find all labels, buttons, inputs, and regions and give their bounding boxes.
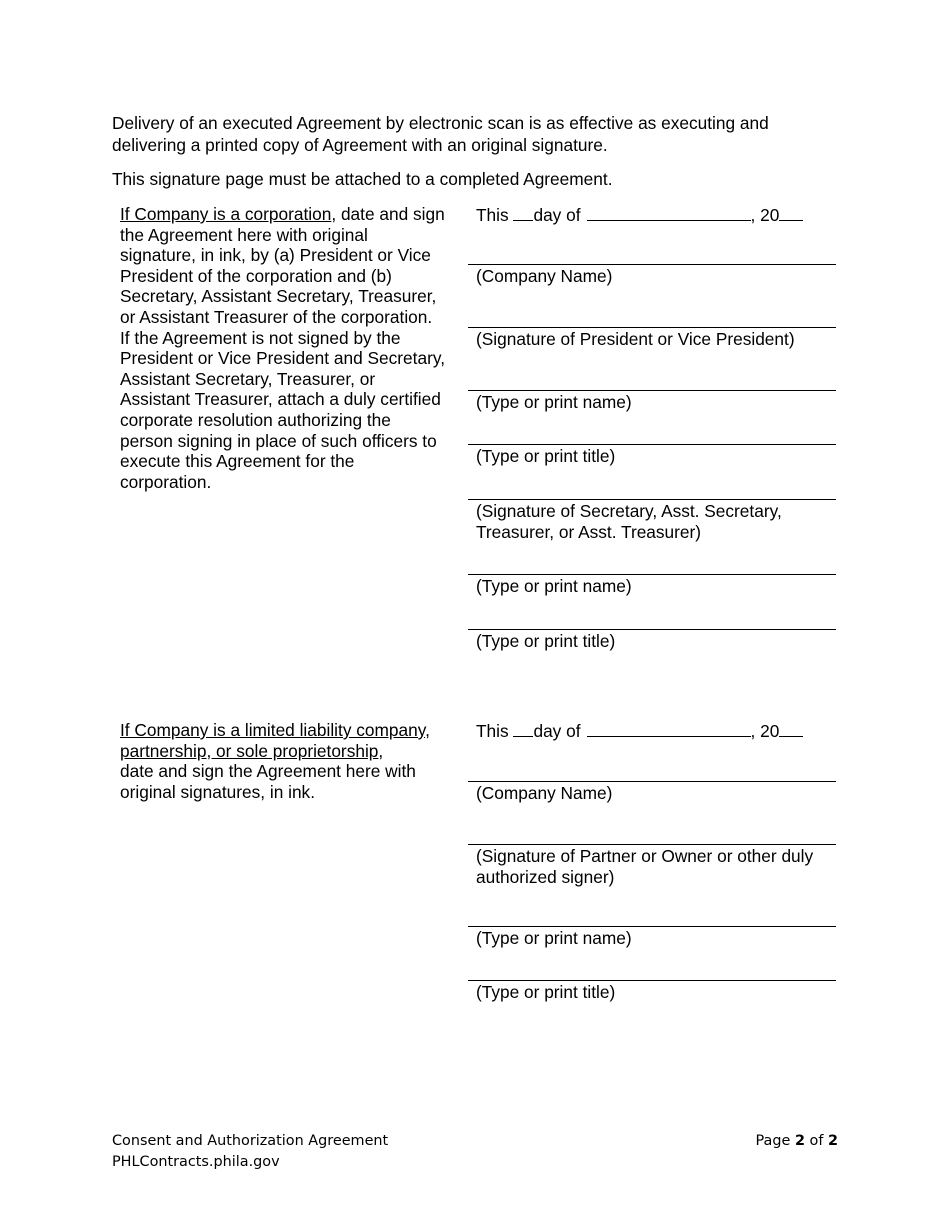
llc-instructions bbox=[120, 720, 445, 802]
signature-line[interactable] bbox=[468, 926, 836, 927]
signature-line[interactable] bbox=[468, 264, 836, 265]
print-name-label: (Type or print name) bbox=[476, 576, 632, 596]
date-year-prefix: , 20 bbox=[750, 205, 780, 225]
year-blank[interactable] bbox=[779, 719, 803, 737]
year-blank[interactable] bbox=[779, 203, 803, 221]
attach-paragraph: This signature page must be attached to a completed Agreement. bbox=[112, 169, 613, 189]
signature-line[interactable] bbox=[468, 327, 836, 328]
partner-signature-label: (Signature of Partner or Owner or other duly authorized signer) bbox=[476, 846, 814, 887]
day-blank[interactable] bbox=[513, 203, 533, 221]
date-year-prefix: , 20 bbox=[750, 721, 780, 741]
signature-line[interactable] bbox=[468, 390, 836, 391]
month-blank[interactable] bbox=[587, 719, 751, 737]
print-name-label: (Type or print name) bbox=[476, 392, 632, 412]
signature-line[interactable] bbox=[468, 629, 836, 630]
month-blank[interactable] bbox=[587, 203, 751, 221]
footer-left bbox=[112, 1131, 388, 1173]
date-day-of-label: day of bbox=[533, 205, 581, 225]
corporation-heading: If Company is a corporation bbox=[120, 204, 332, 224]
signature-line[interactable] bbox=[468, 980, 836, 981]
date-this-label: This bbox=[476, 205, 514, 225]
footer-doc-title: Consent and Authorization Agreement bbox=[112, 1133, 389, 1149]
print-title-label: (Type or print title) bbox=[476, 982, 616, 1002]
page-current: 2 bbox=[794, 1133, 805, 1149]
llc-date-line bbox=[476, 719, 803, 742]
signature-line[interactable] bbox=[468, 781, 836, 782]
footer-website: PHLContracts.phila.gov bbox=[112, 1154, 280, 1170]
page-of: of bbox=[804, 1133, 828, 1149]
page-total: 2 bbox=[827, 1133, 838, 1149]
signature-line[interactable] bbox=[468, 844, 836, 845]
president-signature-label: (Signature of President or Vice President) bbox=[476, 329, 795, 349]
signature-line[interactable] bbox=[468, 444, 836, 445]
date-day-of-label: day of bbox=[533, 721, 581, 741]
delivery-paragraph: Delivery of an executed Agreement by electronic scan is as effective as executing and delivering a printed copy of Agreement with an original signature. bbox=[112, 113, 769, 155]
print-title-label: (Type or print title) bbox=[476, 631, 616, 651]
corporation-instructions bbox=[120, 204, 445, 492]
llc-heading: If Company is a limited liability company, partnership, or sole proprietorship bbox=[120, 720, 430, 761]
day-blank[interactable] bbox=[513, 719, 533, 737]
secretary-signature-label: (Signature of Secretary, Asst. Secretary, Treasurer, or Asst. Treasurer) bbox=[476, 501, 782, 542]
print-title-label: (Type or print title) bbox=[476, 446, 616, 466]
company-name-label: (Company Name) bbox=[476, 266, 613, 286]
corporation-instructions-text: date and sign the Agreement here with original signature, in ink, by (a) President or Vice President of the corporation and (b) Secretary, Assistant Secretary, Treasurer, or Assistant Treasurer of the corporation. If the Agreement is not signed by the President or Vice President and Secretary, Assistant Secretary, Treasurer, or Assistant Treasurer, attach a duly certified corporate resolution authorizing the person signing in place of such officers to execute this Agreement for the corporation. bbox=[120, 204, 445, 492]
corporation-date-line bbox=[476, 203, 803, 226]
llc-heading-comma: , bbox=[378, 740, 384, 761]
llc-instructions-text: date and sign the Agreement here with original signatures, in ink. bbox=[120, 761, 416, 802]
date-this-label: This bbox=[476, 721, 514, 741]
signature-line[interactable] bbox=[468, 499, 836, 500]
corporation-heading-comma: , bbox=[331, 204, 337, 224]
print-name-label: (Type or print name) bbox=[476, 928, 632, 948]
signature-line[interactable] bbox=[468, 574, 836, 575]
company-name-label: (Company Name) bbox=[476, 783, 613, 803]
page-number bbox=[756, 1131, 838, 1152]
page-prefix: Page bbox=[755, 1133, 795, 1149]
